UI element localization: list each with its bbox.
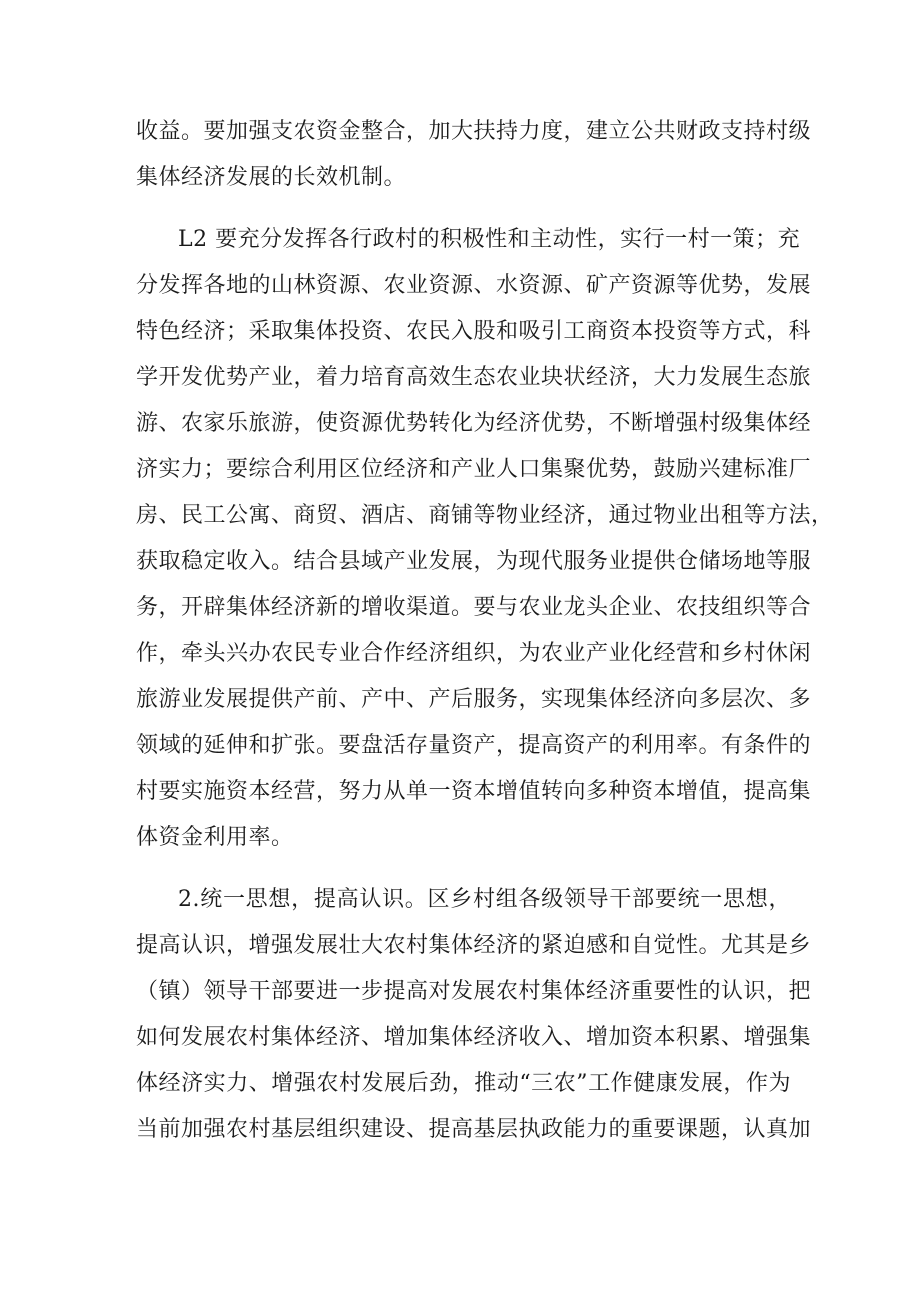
paragraph-2-line-13: 村要实施资本经营，努力从单一资本增值转向多种资本增值，提高集 [136, 779, 812, 804]
paragraph-3-line-1: 2.统一思想，提高认识。区乡村组各级领导干部要统一思想， [178, 887, 791, 912]
paragraph-3-line-5: 体经济实力、增强农村发展后劲，推动“三农”工作健康发展，作为 [136, 1071, 791, 1096]
paragraph-2-line-3: 特色经济；采取集体投资、农民入股和吸引工商资本投资等方式，科 [136, 319, 812, 344]
paragraph-2-line-5: 游、农家乐旅游，使资源优势转化为经济优势，不断增强村级集体经 [136, 411, 812, 436]
paragraph-2-line-12: 领域的延伸和扩张。要盘活存量资产，提高资产的利用率。有条件的 [136, 733, 812, 758]
paragraph-2-line-8: 获取稳定收入。结合县域产业发展，为现代服务业提供仓储场地等服 [136, 549, 812, 574]
paragraph-2-line-9: 务，开辟集体经济新的增收渠道。要与农业龙头企业、农技组织等合 [136, 595, 812, 620]
paragraph-2-line-6: 济实力；要综合利用区位经济和产业人口集聚优势，鼓励兴建标准厂 [136, 457, 812, 482]
paragraph-1-line-1: 收益。要加强支农资金整合，加大扶持力度，建立公共财政支持村级 [136, 119, 812, 144]
paragraph-2-line-1: L2 要充分发挥各行政村的积极性和主动性，实行一村一策；充 [178, 227, 801, 252]
paragraph-2-line-10: 作，牵头兴办农民专业合作经济组织，为农业产业化经营和乡村休闲 [136, 641, 812, 666]
paragraph-3-line-3: （镇）领导干部要进一步提高对发展农村集体经济重要性的认识，把 [136, 979, 812, 1004]
paragraph-2-line-2: 分发挥各地的山林资源、农业资源、水资源、矿产资源等优势，发展 [136, 273, 812, 298]
paragraph-1-line-2: 集体经济发展的长效机制。 [136, 165, 407, 190]
paragraph-2-line-7: 房、民工公寓、商贸、酒店、商铺等物业经济，通过物业出租等方法， [136, 503, 834, 528]
paragraph-3-line-2: 提高认识，增强发展壮大农村集体经济的紧迫感和自觉性。尤其是乡 [136, 933, 812, 958]
paragraph-2-line-4: 学开发优势产业，着力培育高效生态农业块状经济，大力发展生态旅 [136, 365, 812, 390]
paragraph-3-line-4: 如何发展农村集体经济、增加集体经济收入、增加资本积累、增强集 [136, 1025, 812, 1050]
paragraph-2-line-11: 旅游业发展提供产前、产中、产后服务，实现集体经济向多层次、多 [136, 687, 812, 712]
paragraph-2-line-14: 体资金利用率。 [136, 825, 294, 850]
paragraph-3-line-6: 当前加强农村基层组织建设、提高基层执政能力的重要课题，认真加 [136, 1117, 812, 1142]
